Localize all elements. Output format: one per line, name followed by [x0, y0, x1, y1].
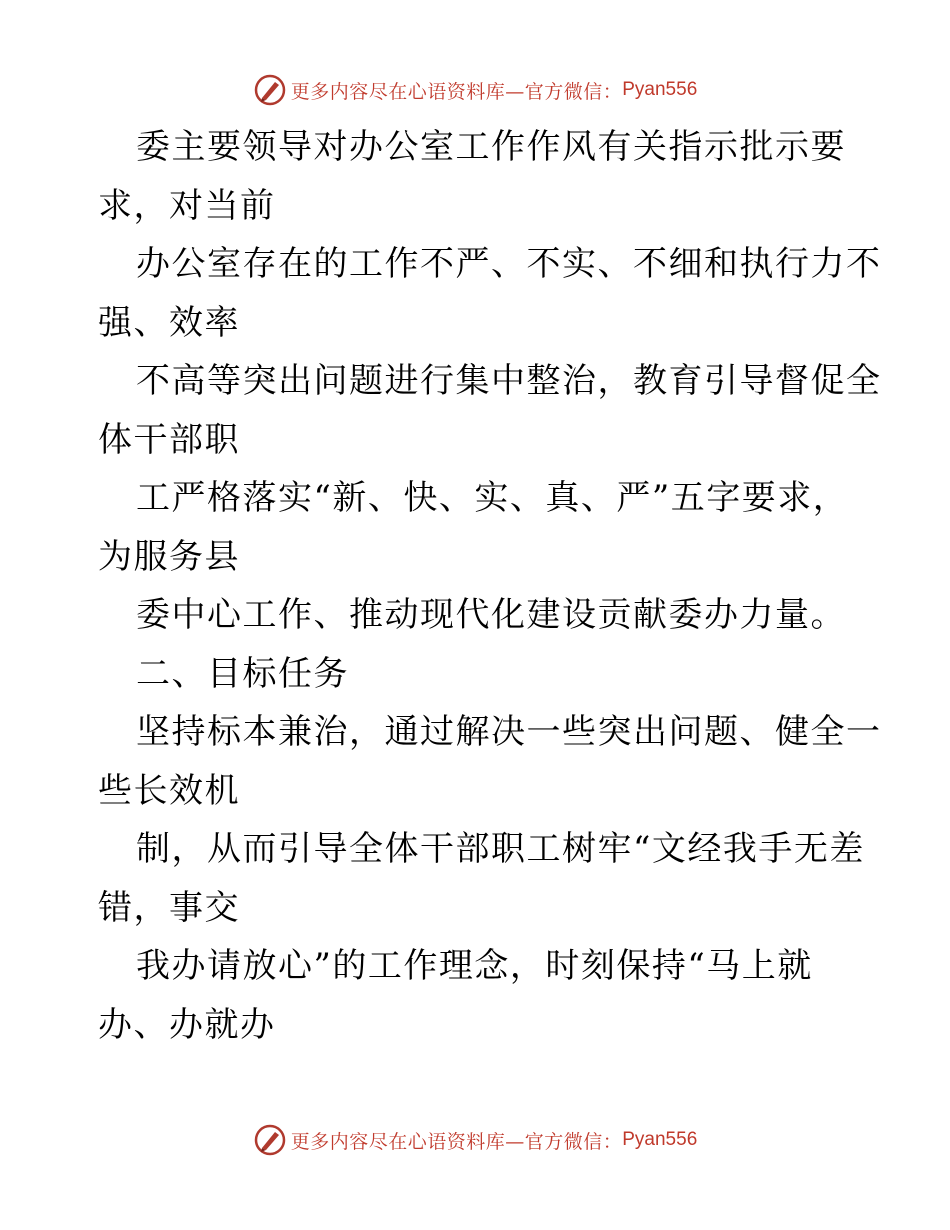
header-watermark	[0, 70, 950, 110]
document-body	[98, 118, 882, 1054]
text-line: 不高等突出问题进行集中整治，教育引导督促全	[136, 361, 882, 401]
text-line: 工严格落实“新、快、实、真、严”五字要求，	[136, 478, 849, 518]
text-line: 二、目标任务	[136, 653, 349, 694]
text-line: 委主要领导对办公室工作作风有关指示批示要	[136, 127, 846, 167]
watermark-id: Pyan556	[622, 1129, 698, 1150]
text-line: 求，对当前	[98, 185, 276, 226]
text-line: 委中心工作、推动现代化建设贡献委办力量。	[136, 595, 846, 635]
text-line: 为服务县	[98, 536, 240, 577]
text-line: 坚持标本兼治，通过解决一些突出问题、健全一	[136, 712, 882, 752]
watermark-text: 更多内容尽在心语资料库—官方微信：	[290, 1130, 623, 1153]
pen-logo-icon	[253, 73, 287, 107]
watermark-id: Pyan556	[622, 79, 698, 100]
text-line: 我办请放心”的工作理念，时刻保持“马上就	[136, 946, 813, 986]
footer-watermark	[0, 1120, 950, 1160]
text-line: 体干部职	[98, 419, 240, 460]
watermark-text: 更多内容尽在心语资料库—官方微信：	[290, 80, 623, 103]
text-line: 错，事交	[98, 887, 240, 928]
text-line: 办公室存在的工作不严、不实、不细和执行力不	[136, 244, 882, 284]
text-line: 些长效机	[98, 770, 240, 811]
text-line: 强、效率	[98, 302, 240, 343]
text-line: 制，从而引导全体干部职工树牢“文经我手无差	[136, 829, 865, 869]
pen-logo-icon	[253, 1123, 287, 1157]
text-line: 办、办就办	[98, 1004, 276, 1045]
